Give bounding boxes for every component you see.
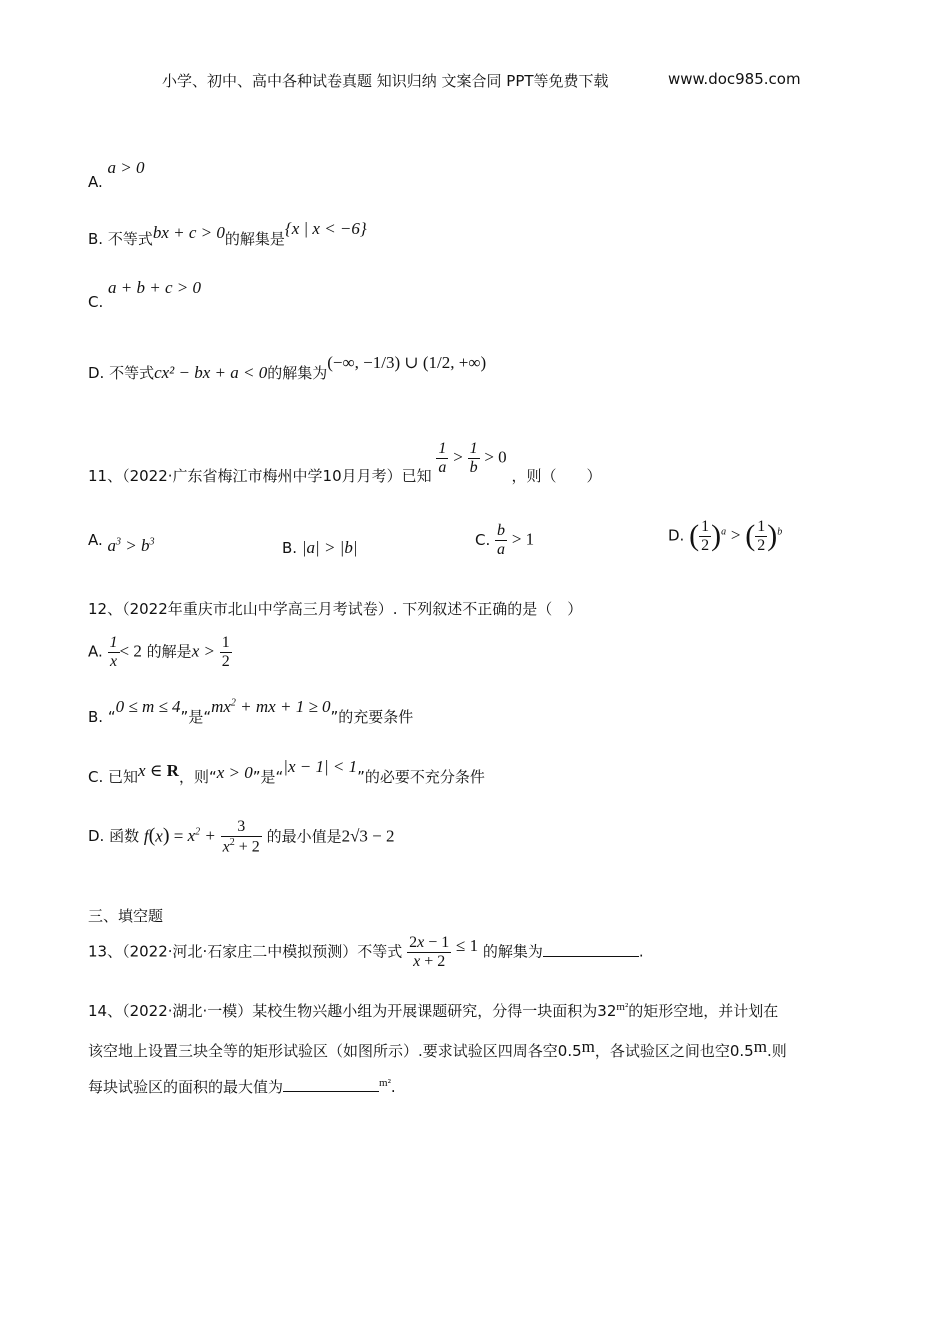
q14-line-3: 每块试验区的面积的最大值为 $^{m^2}$. bbox=[88, 1077, 396, 1096]
option-label: D. bbox=[668, 526, 685, 545]
option-label: C. bbox=[475, 530, 491, 549]
stem-suffix: 的解集为 bbox=[482, 942, 543, 961]
math: cx² − bx + a < 0 bbox=[154, 363, 268, 382]
q11-option-c: C. $\frac{b}{a}$ > 1 bbox=[475, 522, 535, 558]
q10-option-a bbox=[88, 158, 145, 192]
q13: 13、（2022·河北·石家庄二中模拟预测）不等式 $\frac{2x - 1}{x + 2}$ ≤ 1 的解集为 . bbox=[88, 934, 644, 970]
math: bx + c > 0 bbox=[152, 223, 225, 242]
q12-option-c: C. 已知x ∈ R，则“x > 0”是“|x − 1| < 1”的必要不充分条件 bbox=[88, 757, 485, 786]
header-title: 小学、初中、高中各种试卷真题 知识归纳 文案合同 PPT等免费下载 bbox=[162, 72, 609, 90]
math: a + b + c > 0 bbox=[108, 278, 201, 297]
q12-option-d: D. 函数 $f(x) = x^2$ + $\frac{3}{x^2 + 2}$ 的最小值是2√3 − 2 bbox=[88, 818, 395, 855]
option-label: A. bbox=[88, 642, 103, 661]
q10-option-b bbox=[88, 219, 367, 249]
section-title: 三、填空题 bbox=[88, 907, 164, 925]
text: 的解是 bbox=[146, 642, 192, 661]
option-label: D. 不等式 bbox=[88, 364, 155, 382]
q14-line-2: 该空地上设置三块全等的矩形试验区（如图所示）.要求试验区四周各空0.5m，各试验区之间也空0.5m.则 bbox=[88, 1037, 787, 1060]
option-label: B. 不等式 bbox=[88, 230, 153, 248]
math: (−∞, −1/3) ∪ (1/2, +∞) bbox=[327, 353, 487, 372]
text: 的解集是 bbox=[224, 230, 285, 248]
frac-1-a: $\frac{1}{a}$ bbox=[438, 440, 447, 476]
q12-stem: 12、（2022年重庆市北山中学高三月考试卷）. 下列叙述不正确的是（ ） bbox=[88, 600, 583, 618]
q12-option-b: B. “0 ≤ m ≤ 4”是“$mx^2$ + mx + 1 ≥ 0”的充要条件 bbox=[88, 697, 414, 726]
text: ”的必要不充分条件 bbox=[357, 768, 485, 786]
frac-1-b: $\frac{1}{b}$ bbox=[469, 440, 478, 476]
header-site: www.doc985.com bbox=[668, 70, 801, 88]
option-label: D. 函数 bbox=[88, 827, 140, 846]
q11-option-b: B. |a| > |b| bbox=[282, 538, 358, 557]
option-label: B. “ bbox=[88, 708, 116, 726]
option-label: C. 已知 bbox=[88, 768, 139, 786]
text: ”是“ bbox=[180, 708, 212, 726]
option-label: B. bbox=[282, 539, 298, 557]
q11-option-d: D. ( $\frac{1}{2}$ )$^a$ > ( $\frac{1}{2}$ )$^b$ bbox=[668, 518, 783, 554]
q11-stem: 11、（2022·广东省梅江市梅州中学10月月考）已知 $\frac{1}{a}$ > $\frac{1}{b}$ > 0 ，则（ ） bbox=[88, 440, 602, 485]
q11-option-a: A. $a^3 > b^3$ bbox=[88, 531, 155, 555]
stem-suffix: ，则（ ） bbox=[511, 466, 602, 485]
stem-prefix: 11、（2022·广东省梅江市梅州中学10月月考）已知 bbox=[88, 466, 432, 485]
math: a > 0 bbox=[107, 158, 145, 177]
answer-blank[interactable] bbox=[543, 942, 639, 957]
answer-blank[interactable] bbox=[283, 1077, 379, 1092]
q14-line-1: 14、（2022·湖北·一模）某校生物兴趣小组为开展课题研究，分得一块面积为$32^{m^2}$的矩形空地，并计划在 bbox=[88, 1001, 779, 1020]
option-label: A. bbox=[88, 531, 103, 549]
text: ”的充要条件 bbox=[330, 708, 414, 726]
text: ”是“ bbox=[252, 768, 284, 786]
q10-option-c bbox=[88, 278, 201, 312]
math: {x | x < −6} bbox=[284, 219, 367, 238]
option-label: A. bbox=[88, 173, 103, 191]
stem-prefix: 13、（2022·河北·石家庄二中模拟预测）不等式 bbox=[88, 942, 403, 961]
text: ，则“ bbox=[178, 768, 217, 786]
q12-option-a: A. $\frac{1}{x}$ < 2 的解是x > $\frac{1}{2}$ bbox=[88, 634, 230, 670]
text: 的最小值是 bbox=[266, 827, 342, 846]
q10-option-d bbox=[88, 353, 487, 383]
text: 的解集为 bbox=[267, 364, 328, 382]
option-label: C. bbox=[88, 293, 104, 311]
